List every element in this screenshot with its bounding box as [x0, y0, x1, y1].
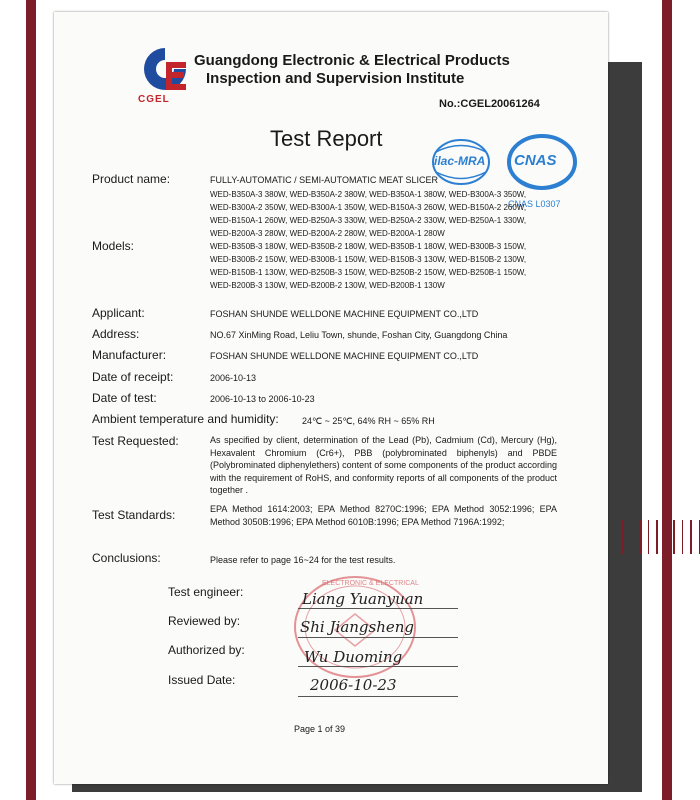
- date-of-test-label: Date of test:: [92, 391, 157, 405]
- cgel-logo-icon: [140, 44, 190, 94]
- ilac-mra-label: ilac-MRA: [434, 154, 486, 168]
- logo-text: CGEL: [138, 94, 170, 105]
- test-requested-value: As specified by client, determination of the Lead (Pb), Cadmium (Cd), Mercury (Hg), Hexavalent Chromium (Cr6+), PBB (polybrominated biphenyls) and PBDE (Polybrominated diphenylethers) content of some components of the product according with the requirement of RoHS, and conformity reports of all components of the product together .: [210, 435, 557, 495]
- page-number: Page 1 of 39: [294, 724, 346, 734]
- model-line: WED-B350B-3 180W, WED-B350B-2 180W, WED-B350B-1 180W, WED-B300B-3 150W,: [210, 242, 527, 251]
- product-name-label: Product name:: [92, 172, 171, 186]
- address-label: Address:: [92, 327, 140, 341]
- model-line: WED-B300B-2 150W, WED-B300B-1 150W, WED-B150B-3 130W, WED-B150B-2 130W,: [210, 255, 527, 264]
- model-line: WED-B150B-1 130W, WED-B250B-3 150W, WED-B250B-2 150W, WED-B250B-1 150W,: [210, 268, 527, 277]
- ambient-label: Ambient temperature and humidity:: [92, 412, 279, 426]
- manufacturer-value: FOSHAN SHUNDE WELLDONE MACHINE EQUIPMENT CO.,LTD: [210, 351, 479, 361]
- test-standards-label: Test Standards:: [92, 508, 176, 522]
- date-of-receipt-value: 2006-10-13: [210, 373, 257, 383]
- issued-date-line: [298, 696, 458, 697]
- authorized-by-signature: Wu Duoming: [304, 648, 403, 666]
- conclusions-label: Conclusions:: [92, 551, 161, 565]
- reviewed-by-line: [298, 637, 458, 638]
- model-line: WED-B200B-3 130W, WED-B200B-2 130W, WED-B200B-1 130W: [210, 281, 445, 290]
- reviewed-by-signature: Shi Jiangsheng: [300, 618, 415, 636]
- test-standards-value: EPA Method 1614:2003; EPA Method 8270C:1996; EPA Method 3052:1996; EPA Method 3050B:1996; EPA Method 6010B:1996; EPA Method 7196A:1992;: [210, 504, 557, 527]
- reviewed-by-label: Reviewed by:: [168, 614, 241, 628]
- seal-text: ELECTRONIC & ELECTRICAL: [322, 580, 419, 587]
- ambient-value: 24℃ ~ 25℃, 64% RH ~ 65% RH: [302, 416, 435, 426]
- model-line: WED-B150A-1 260W, WED-B250A-3 330W, WED-B250A-2 330W, WED-B250A-1 330W,: [210, 216, 527, 225]
- ilac-mra-stamp: [426, 134, 496, 194]
- issued-date-signature: 2006-10-23: [310, 676, 397, 694]
- right-border-stripe: [662, 0, 672, 800]
- certificate-page: [54, 12, 608, 784]
- model-line: WED-B300A-2 350W, WED-B300A-1 350W, WED-B150A-3 260W, WED-B150A-2 260W,: [210, 203, 527, 212]
- test-engineer-signature: Liang Yuanyuan: [302, 590, 424, 608]
- cnas-number: CNAS L0307: [508, 199, 561, 209]
- models-label: Models:: [92, 239, 135, 253]
- models-list: [210, 188, 560, 292]
- issued-date-label: Issued Date:: [168, 673, 236, 687]
- right-dash-decoration: [622, 520, 700, 554]
- date-of-receipt-label: Date of receipt:: [92, 370, 174, 384]
- cnas-label: CNAS: [514, 152, 557, 169]
- institute-name-line2: Inspection and Supervision Institute: [206, 70, 465, 87]
- institute-name-line1: Guangdong Electronic & Electrical Products: [194, 52, 510, 69]
- test-engineer-label: Test engineer:: [168, 585, 244, 599]
- page-title: Test Report: [270, 126, 383, 151]
- date-of-test-value: 2006-10-13 to 2006-10-23: [210, 394, 315, 404]
- applicant-label: Applicant:: [92, 306, 145, 320]
- conclusions-value: Please refer to page 16~24 for the test results.: [210, 555, 396, 565]
- test-requested-label: Test Requested:: [92, 434, 179, 448]
- model-line: WED-B200A-3 280W, WED-B200A-2 280W, WED-B200A-1 280W: [210, 229, 445, 238]
- applicant-value: FOSHAN SHUNDE WELLDONE MACHINE EQUIPMENT CO.,LTD: [210, 309, 479, 319]
- authorized-by-line: [298, 666, 458, 667]
- address-value: NO.67 XinMing Road, Leliu Town, shunde, Foshan City, Guangdong China: [210, 330, 508, 340]
- report-number: No.:CGEL20061264: [439, 98, 540, 110]
- left-border-stripe: [26, 0, 36, 800]
- model-line: WED-B350A-3 380W, WED-B350A-2 380W, WED-B350A-1 380W, WED-B300A-3 350W,: [210, 190, 527, 199]
- test-engineer-line: [298, 608, 458, 609]
- product-name-value: FULLY-AUTOMATIC / SEMI-AUTOMATIC MEAT SLICER: [210, 175, 439, 185]
- authorized-by-label: Authorized by:: [168, 643, 245, 657]
- manufacturer-label: Manufacturer:: [92, 348, 167, 362]
